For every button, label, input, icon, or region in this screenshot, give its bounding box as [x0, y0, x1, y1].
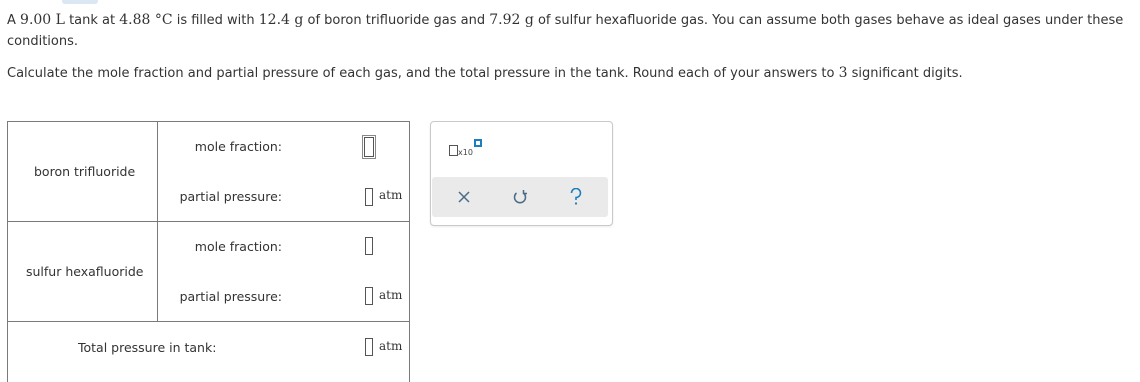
problem-statement: A 9.00 L tank at 4.88 °C is filled with 12.4 g of boron trifluoride gas and 7.92 g of sulfur hexafluoride gas. You can assume both gases behave as ideal gases under these conditions.	[7, 12, 1124, 49]
mass-boron-trifluoride: 12.4 g	[258, 12, 304, 28]
unit-atm: atm	[379, 288, 403, 302]
close-icon[interactable]	[444, 177, 484, 217]
scientific-notation-icon[interactable]: x10	[449, 139, 481, 159]
partial-pressure-label: partial pressure:	[179, 289, 282, 304]
volume-value: 9.00 L	[20, 12, 65, 28]
top-tab-indicator	[62, 0, 98, 4]
temperature-value: 4.88 °C	[119, 12, 173, 28]
unit-atm: atm	[379, 339, 403, 353]
instructions: Calculate the mole fraction and partial pressure of each gas, and the total pressure in the tank. Round each of your answers to 3 significant digits.	[7, 65, 963, 81]
mole-fraction-input-sulfur-hexafluoride[interactable]	[365, 237, 373, 255]
total-pressure-label: Total pressure in tank:	[78, 340, 217, 355]
answer-table	[7, 121, 410, 382]
mass-sulfur-hexafluoride: 7.92 g	[489, 12, 534, 28]
unit-atm: atm	[379, 188, 403, 202]
tool-bar	[432, 177, 608, 217]
row-divider	[8, 321, 409, 322]
mole-fraction-input-boron-trifluoride[interactable]	[364, 137, 374, 157]
partial-pressure-input-sulfur-hexafluoride[interactable]	[365, 287, 373, 305]
row-divider	[8, 221, 409, 222]
partial-pressure-label: partial pressure:	[179, 189, 282, 204]
undo-icon[interactable]	[500, 177, 540, 217]
help-icon[interactable]	[556, 177, 596, 217]
mole-fraction-label: mole fraction:	[194, 139, 282, 154]
gas-label-sulfur-hexafluoride: sulfur hexafluoride	[26, 264, 144, 279]
total-pressure-input[interactable]	[365, 338, 373, 356]
mole-fraction-label: mole fraction:	[194, 239, 282, 254]
sig-digits-value: 3	[838, 65, 848, 81]
partial-pressure-input-boron-trifluoride[interactable]	[365, 188, 373, 206]
answer-tool-panel	[430, 121, 613, 226]
gas-label-boron-trifluoride: boron trifluoride	[34, 164, 136, 179]
